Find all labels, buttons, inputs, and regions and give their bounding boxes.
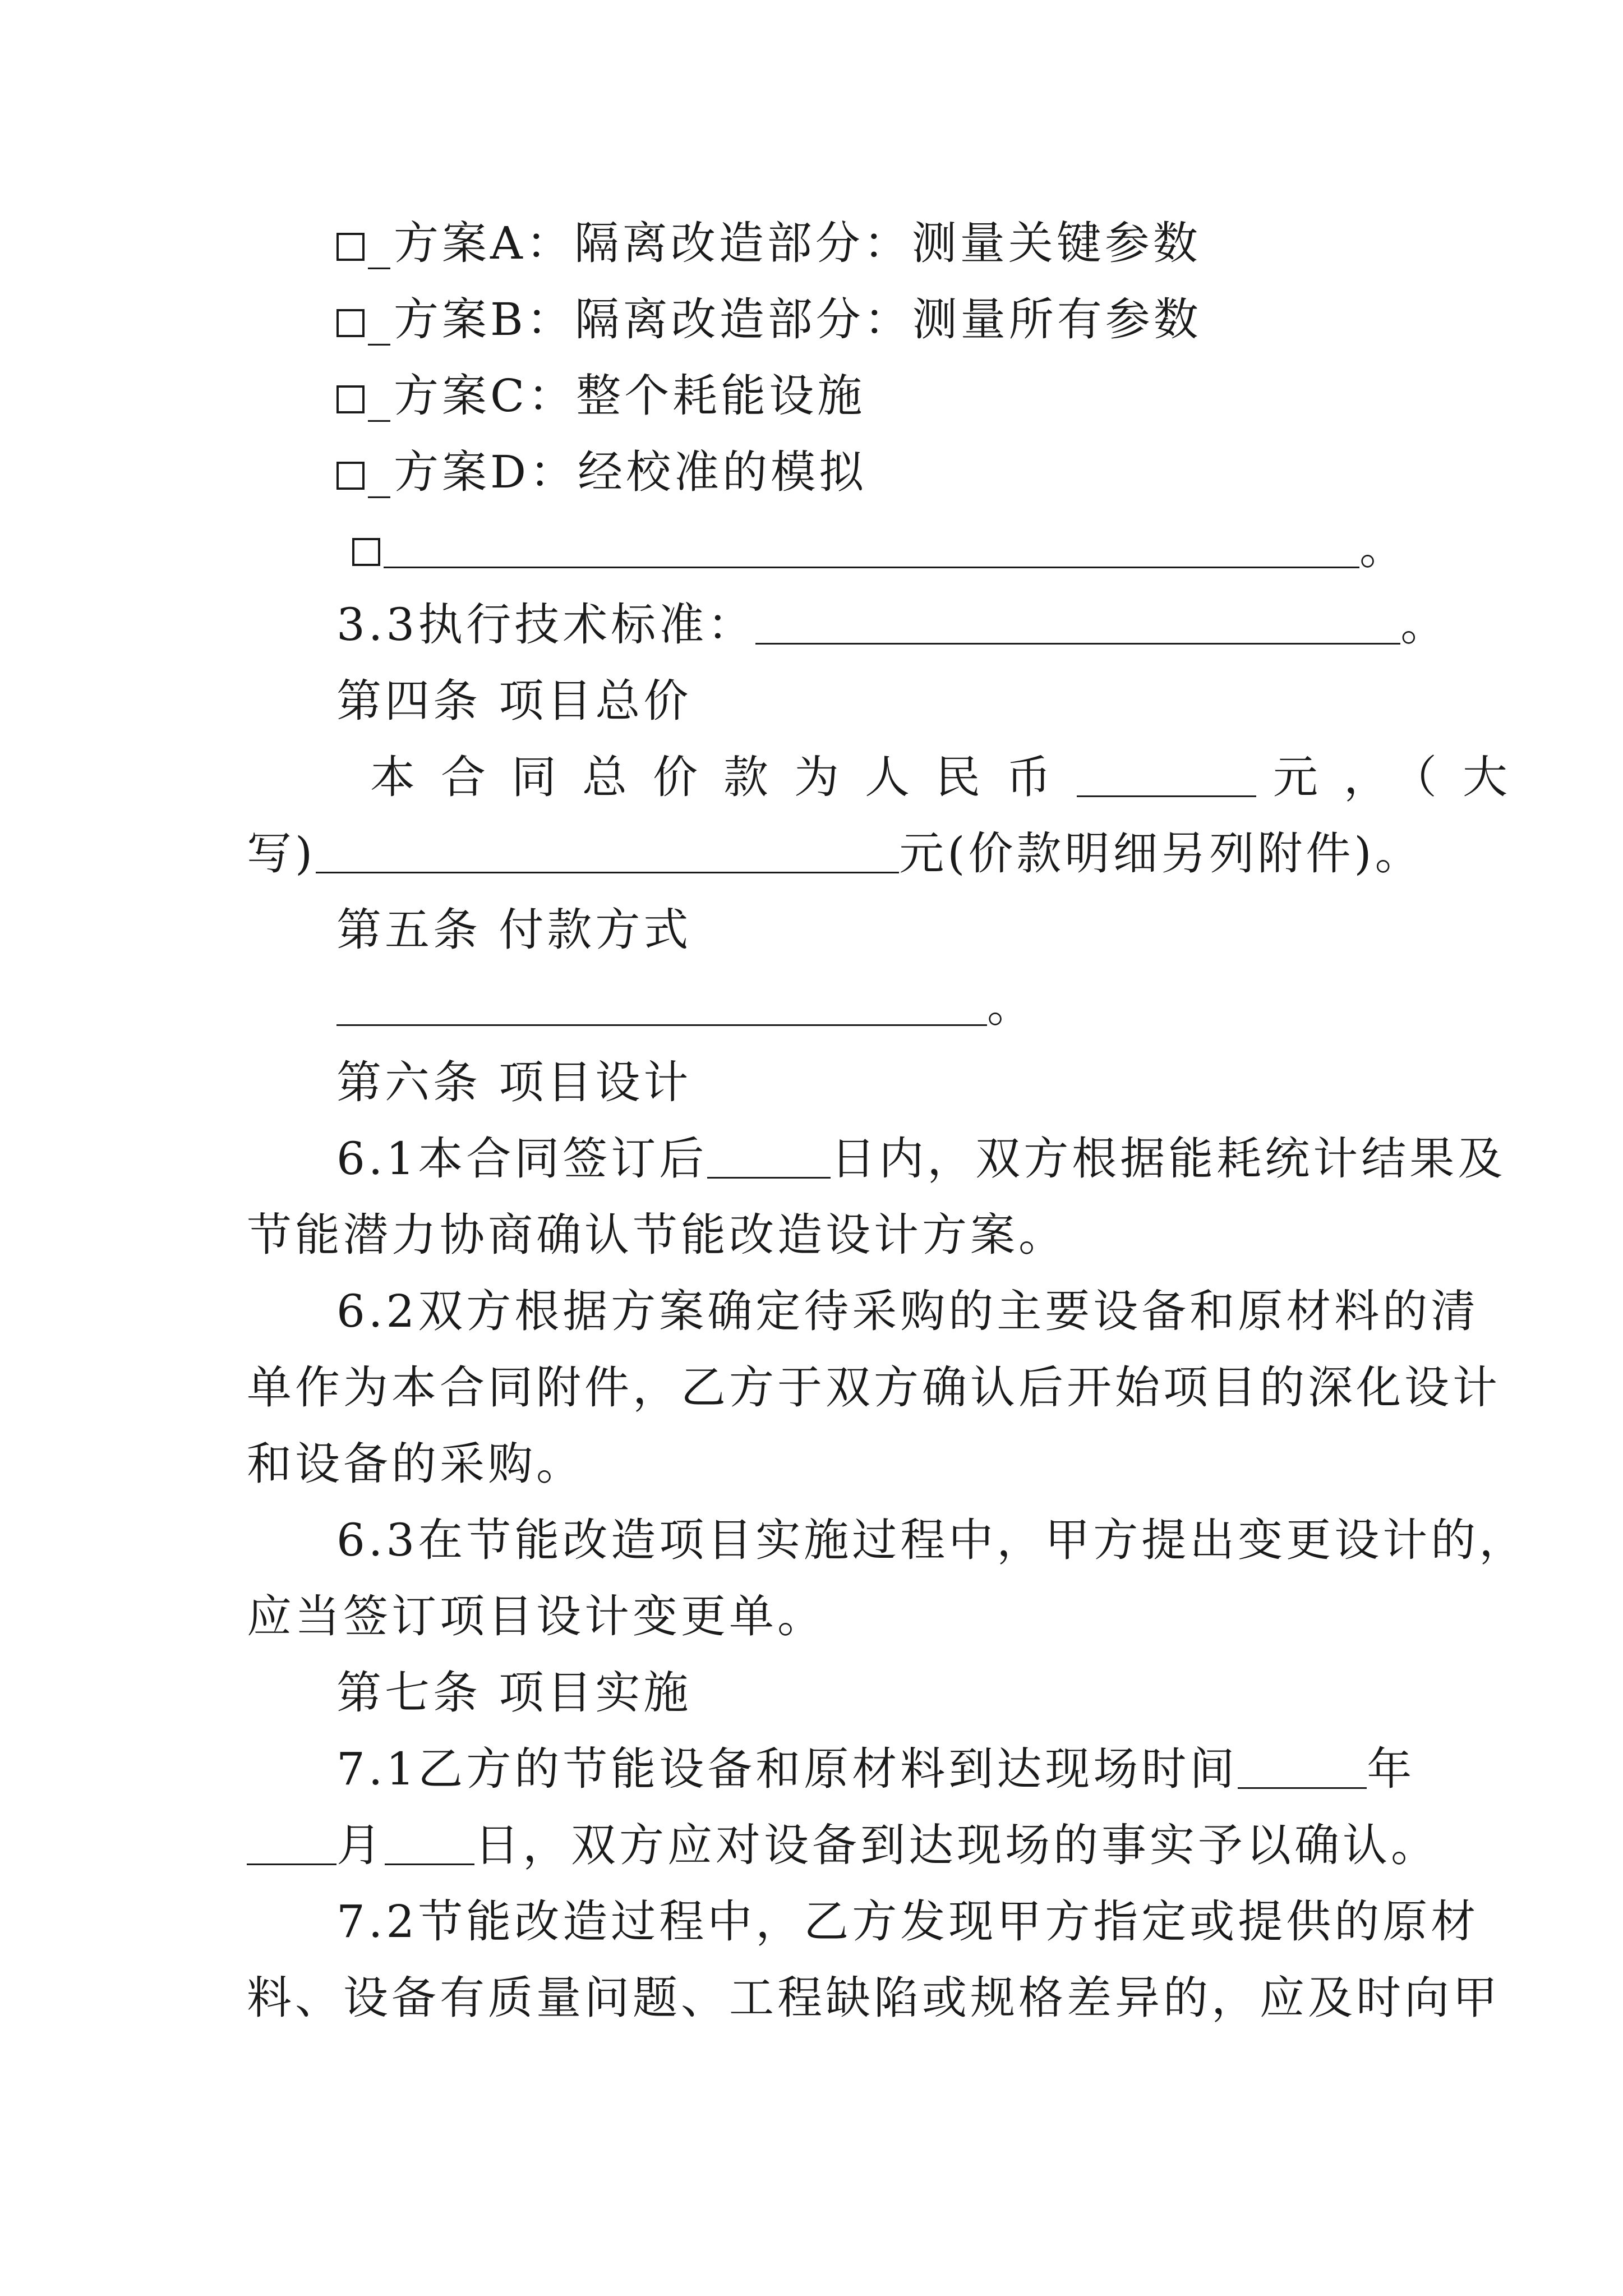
payment-method-blank[interactable] [336, 981, 987, 1026]
arrival-day-blank[interactable] [385, 1820, 474, 1865]
article-5-heading: 第五条 付款方式 [336, 904, 692, 956]
total-price-capital-blank[interactable] [316, 828, 899, 873]
checkbox-icon[interactable] [352, 538, 380, 566]
article-6-1-line-1: 6.1本合同签订后 日内，双方根据能耗统计结果及 [336, 1133, 1506, 1185]
article-7-2-line-2: 料、设备有质量问题、工程缺陷或规格差异的，应及时向甲 [247, 1972, 1501, 2024]
checkbox-icon[interactable] [336, 385, 365, 413]
article-7-2-line-1: 7.2节能改造过程中，乙方发现甲方指定或提供的原材 [336, 1895, 1479, 1948]
option-d: _方案D：经校准的模拟 [336, 444, 867, 500]
article-4-heading: 第四条 项目总价 [336, 675, 692, 727]
article-7-heading: 第七条 项目实施 [336, 1667, 692, 1719]
article-6-heading: 第六条 项目设计 [336, 1056, 692, 1108]
checkbox-icon[interactable] [336, 462, 365, 490]
article-4-line-1: 本合同总价款为人民币 元，（大 [370, 751, 1533, 803]
option-c: _方案C：整个耗能设施 [336, 368, 865, 424]
option-a: _方案A：隔离改造部分：测量关键参数 [336, 215, 1201, 272]
option-b: _方案B：隔离改造部分：测量所有参数 [336, 292, 1202, 348]
option-other: 。 [352, 521, 1408, 577]
article-6-1-line-2: 节能潜力协商确认节能改造设计方案。 [247, 1209, 1067, 1261]
article-7-1-line-2: 月 日，双方应对设备到达现场的事实予以确认。 [247, 1818, 1439, 1874]
article-6-2-line-2: 单作为本合同附件，乙方于双方确认后开始项目的深化设计 [247, 1361, 1501, 1414]
article-6-2-line-1: 6.2双方根据方案确定待采购的主要设备和原材料的清 [336, 1285, 1479, 1337]
article-4-line-2: 写) 元(价款明细另列附件)。 [247, 827, 1423, 880]
other-option-blank[interactable] [384, 523, 1359, 568]
article-5-line: 。 [336, 978, 1035, 1034]
design-days-blank[interactable] [707, 1133, 831, 1179]
article-6-3-line-2: 应当签订项目设计变更单。 [247, 1590, 826, 1642]
section-3-3: 3.3执行技术标准： 。 [336, 599, 1449, 651]
technical-standard-blank[interactable] [755, 599, 1400, 645]
article-6-3-line-1: 6.3在节能改造项目实施过程中，甲方提出变更设计的， [336, 1514, 1528, 1566]
checkbox-icon[interactable] [336, 309, 365, 337]
arrival-year-blank[interactable] [1238, 1743, 1367, 1789]
article-6-2-line-3: 和设备的采购。 [247, 1438, 584, 1490]
article-7-1-line-1: 7.1乙方的节能设备和原材料到达现场时间 年 [336, 1743, 1415, 1795]
arrival-month-blank[interactable] [247, 1820, 336, 1865]
total-price-blank[interactable] [1077, 752, 1256, 797]
checkbox-icon[interactable] [336, 233, 365, 261]
